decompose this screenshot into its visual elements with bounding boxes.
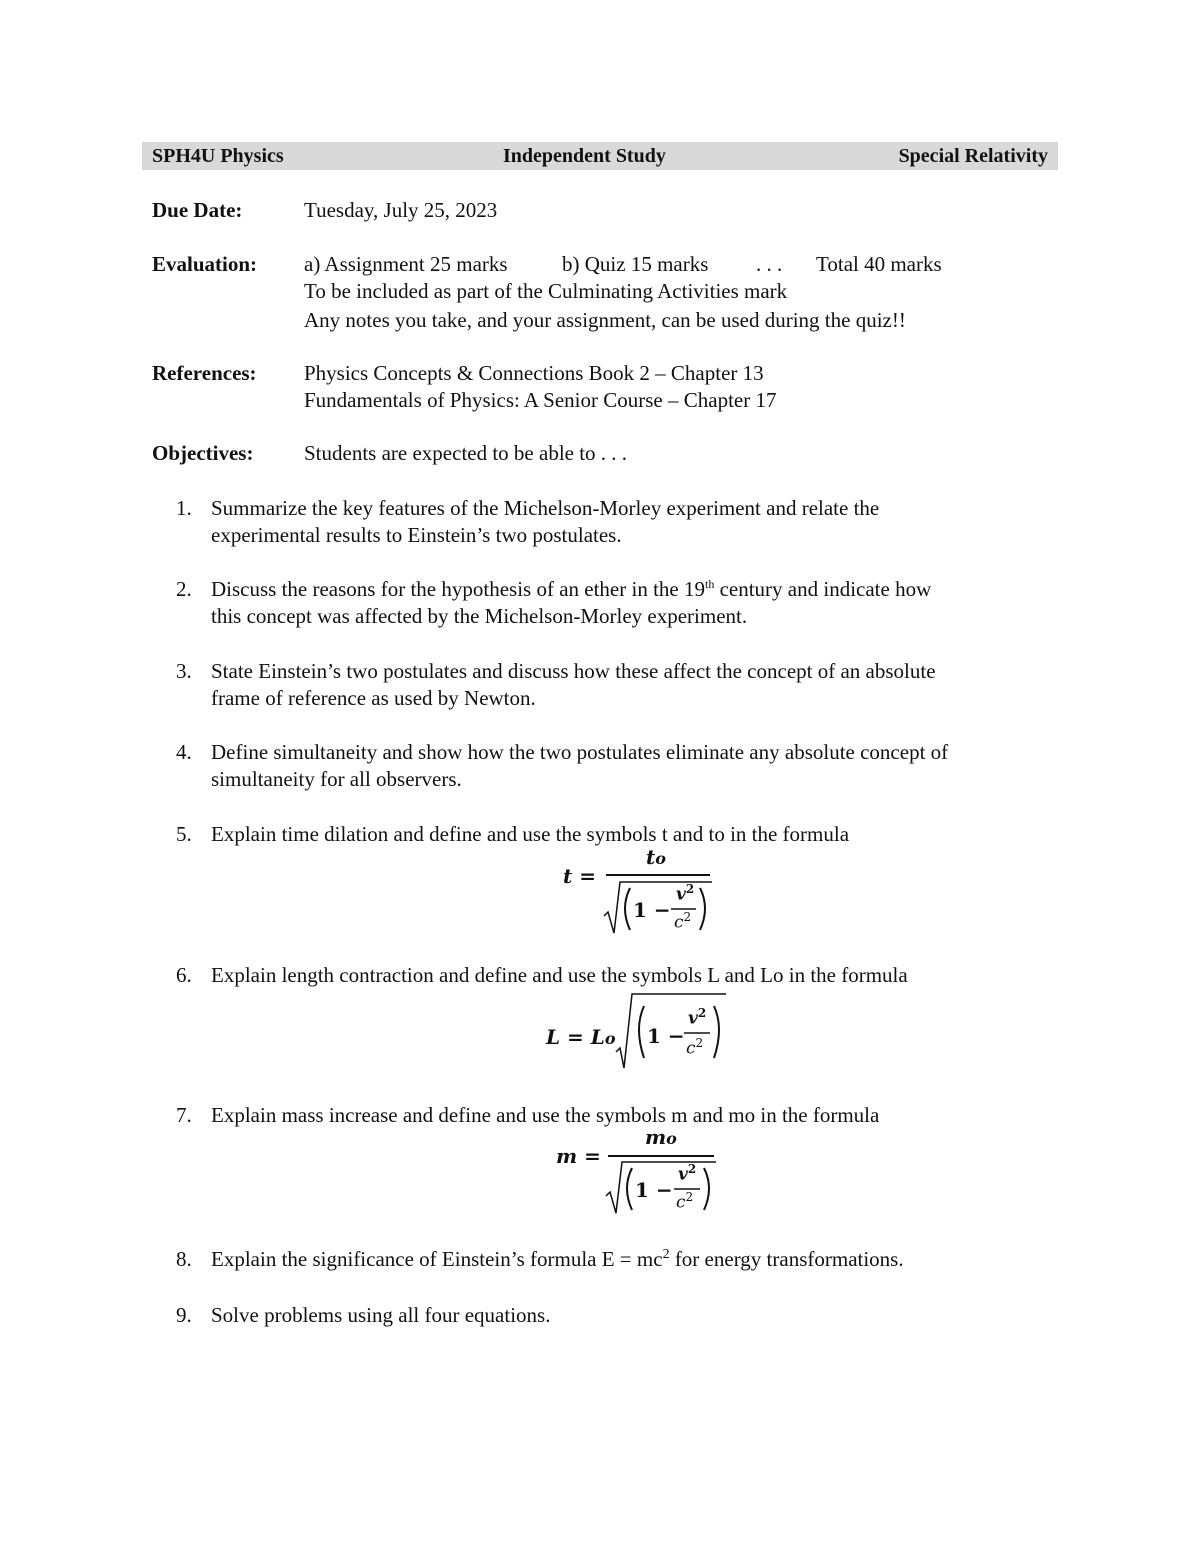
objective-number: 6. bbox=[176, 963, 192, 987]
objective-9-line-1: Solve problems using all four equations. bbox=[211, 1303, 551, 1327]
evaluation-quiz: b) Quiz 15 marks bbox=[562, 252, 709, 276]
fraction-bar bbox=[606, 874, 710, 876]
due-date-label: Due Date: bbox=[152, 198, 243, 222]
evaluation-label: Evaluation: bbox=[152, 252, 258, 276]
due-date-value: Tuesday, July 25, 2023 bbox=[304, 198, 498, 222]
objective-1-line-1: Summarize the key features of the Michelson-Morley experiment and relate the bbox=[211, 496, 880, 520]
objective-2-line-1: Discuss the reasons for the hypothesis of an ether in the 19th century and indicate how bbox=[211, 577, 932, 601]
formula-v-squared: $v^2$ bbox=[688, 1006, 707, 1029]
reference-1: Physics Concepts & Connections Book 2 – Chapter 13 bbox=[304, 361, 764, 385]
objective-number: 3. bbox=[176, 659, 192, 683]
formula-lhs: t = bbox=[563, 864, 596, 888]
references-label: References: bbox=[152, 361, 257, 385]
formula-numerator: to bbox=[646, 845, 666, 869]
evaluation-assignment: a) Assignment 25 marks bbox=[304, 252, 508, 276]
header-course: SPH4U Physics bbox=[152, 145, 284, 167]
objectives-intro: Students are expected to be able to . . . bbox=[304, 441, 628, 465]
header-topic: Special Relativity bbox=[898, 145, 1048, 167]
formula-v-squared: $v^2$ bbox=[676, 882, 695, 905]
objective-4-line-2: simultaneity for all observers. bbox=[211, 767, 462, 791]
fraction-bar bbox=[608, 1155, 714, 1157]
objective-8-line-1: Explain the significance of Einstein’s formula $E = mc^2$ for energy transformations. bbox=[211, 1247, 904, 1271]
reference-2: Fundamentals of Physics: A Senior Course – Chapter 17 bbox=[304, 388, 777, 412]
evaluation-note-2: Any notes you take, and your assignment, can be used during the quiz!! bbox=[304, 308, 906, 332]
formula-lhs: L = Lo bbox=[546, 1025, 616, 1049]
evaluation-dots: . . . bbox=[756, 252, 783, 276]
objective-6-line-1: Explain length contraction and define and use the symbols L and Lo in the formula bbox=[211, 963, 908, 987]
objective-3-line-1: State Einstein’s two postulates and discuss how these affect the concept of an absolute bbox=[211, 659, 936, 683]
objective-5-line-1: Explain time dilation and define and use the symbols t and to in the formula bbox=[211, 822, 850, 846]
formula-one-minus: 1 − bbox=[635, 1178, 673, 1202]
evaluation-total: Total 40 marks bbox=[816, 252, 942, 276]
formula-v-squared: $v^2$ bbox=[678, 1162, 697, 1185]
formula-lhs: m = bbox=[556, 1144, 601, 1168]
formula-c-squared: $c^2$ bbox=[686, 1036, 704, 1059]
objective-number: 9. bbox=[176, 1303, 192, 1327]
objectives-label: Objectives: bbox=[152, 441, 254, 465]
objective-number: 2. bbox=[176, 577, 192, 601]
objective-4-line-1: Define simultaneity and show how the two postulates eliminate any absolute concept of bbox=[211, 740, 949, 764]
objective-1-line-2: experimental results to Einstein’s two postulates. bbox=[211, 523, 622, 547]
formula-c-squared: $c^2$ bbox=[674, 910, 692, 933]
objective-7-line-1: Explain mass increase and define and use the symbols m and mo in the formula bbox=[211, 1103, 880, 1127]
objective-number: 1. bbox=[176, 496, 192, 520]
objective-number: 4. bbox=[176, 740, 192, 764]
objective-3-line-2: frame of reference as used by Newton. bbox=[211, 686, 536, 710]
header-bar bbox=[142, 142, 1058, 170]
objective-2-line-2: this concept was affected by the Michelson-Morley experiment. bbox=[211, 604, 748, 628]
formula-numerator: mo bbox=[645, 1125, 677, 1149]
evaluation-note-1: To be included as part of the Culminating Activities mark bbox=[304, 279, 788, 303]
objective-number: 5. bbox=[176, 822, 192, 846]
formula-c-squared: $c^2$ bbox=[676, 1190, 694, 1213]
objective-number: 7. bbox=[176, 1103, 192, 1127]
formula-one-minus: 1 − bbox=[633, 898, 671, 922]
objective-number: 8. bbox=[176, 1247, 192, 1271]
header-unit: Independent Study bbox=[503, 145, 666, 167]
formula-one-minus: 1 − bbox=[647, 1024, 685, 1048]
